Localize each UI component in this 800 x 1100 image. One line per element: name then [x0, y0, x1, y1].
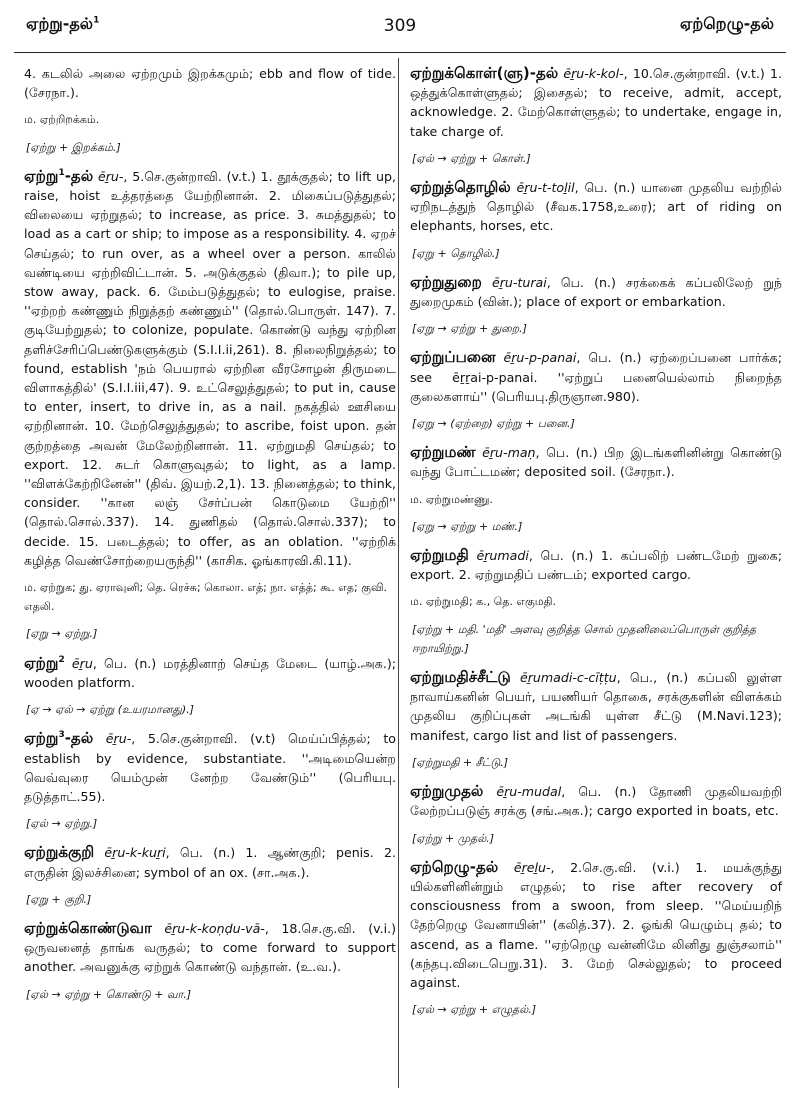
etymology: [ஏல் → ஏற்று + கொண்டு + வா.]: [26, 987, 192, 1001]
transliteration: ēṟu-: [97, 168, 124, 184]
transliteration: ēṟu-p-panai: [503, 350, 577, 366]
transliteration: ēṟumadi-c-cīṭṭu: [519, 670, 617, 686]
transliteration: ēṟu-turai: [491, 274, 547, 290]
transliteration: ēṟu-mudal: [496, 784, 562, 800]
dictionary-entry: [24, 843, 396, 881]
right-column: [410, 64, 782, 1029]
dictionary-entry: [410, 782, 782, 820]
right-running-head: ஏற்றெழு-தல்: [679, 14, 774, 33]
definition: , பெ. (n.) மரத்தினாற் செய்த மேடை (யாழ்.அக.); wooden platform.: [24, 655, 396, 690]
dictionary-entry: [410, 348, 782, 406]
transliteration: ēṟu: [71, 655, 93, 671]
headword: ஏற்றுக்கொண்டுவா: [24, 918, 152, 937]
etymology: [ஏறு → ஏற்று + துறை.]: [412, 322, 527, 336]
definition: , 5.செ.குன்றாவி. (v.t) மெய்ப்பித்தல்; to establish by evidence, substantiate. ''அடிமையென்ற வெவ்வுரை யெம்முன் னேற்ற வேண்டும்'' (பெரியபு. தடுத்தாட்.55).: [24, 731, 396, 804]
dictionary-entry: [410, 668, 782, 745]
transliteration: ēṟu-k-kol-: [563, 66, 624, 81]
transliteration: ēṟu-: [105, 731, 132, 747]
headword: ஏற்றுமதிச்சீட்டு: [410, 668, 511, 687]
page-header: [14, 10, 786, 40]
definition: , 10.செ.குன்றாவி. (v.t.) 1. ஒத்துக்கொள்ளுதல்; இசைதல்; to receive, admit, accept, acknowledge. 2. மேற்கொள்ளுதல்; to undertake, engage in, take charge of.: [410, 66, 782, 139]
dictionary-entry: [410, 546, 782, 584]
etymology: [ஏ → ஏல் → ஏற்று (உயரமானது).]: [26, 703, 194, 717]
dictionary-entry: [410, 858, 782, 992]
headword: ஏற்று$^1$-தல்: [24, 166, 94, 185]
dictionary-entry: [410, 273, 782, 311]
headword: ஏற்றுக்குறி: [24, 843, 95, 862]
dictionary-entry: [24, 729, 396, 806]
etymology: [ஏறு + குறி.]: [26, 892, 92, 906]
transliteration: ēṟeḻu-: [513, 859, 551, 875]
definition: , பெ. (n.) 1. ஆண்குறி; penis. 2. எருதின் இலச்சினை; symbol of an ox. (சா.அக.).: [24, 845, 396, 880]
etymology: [ஏற்றுமதி + சீட்டு.]: [412, 755, 509, 769]
headword: ஏற்றுப்பனை: [410, 348, 496, 367]
definition: , பெ. (n.) பிற இடங்களினின்று கொண்டு வந்து போட்டமண்; deposited soil. (சேரநா.).: [410, 445, 782, 480]
cognates: ம. ஏற்றுமண்ணு.: [410, 492, 493, 506]
dictionary-entry: [410, 64, 782, 141]
transliteration: ēṟu-maṇ: [482, 445, 536, 461]
headword: ஏற்றுமண்: [410, 443, 476, 462]
headword: ஏற்றெழு-தல்: [410, 857, 499, 876]
headword: ஏற்றுமுதல்: [410, 782, 484, 801]
definition: , 5.செ.குன்றாவி. (v.t.) 1. தூக்குதல்; to lift up, raise, hoist உத்தரத்தை யேற்றினான். 2. மிகைப்படுத்துதல்; விலையை ஏற்றுதல்; to increase, as price. 3. சுமத்துதல்; to load as a cart or ship; to impose as a responsibility. 4. ஏறச் செய்தல்; to run over, as a wheel over a person. காலில் வண்டியை ஏற்றிவிட்டான். 5. அடுக்குதல் (திவா.); to pile up, stow away, pack. 6. மேம்படுத்துதல்; to eulogise, praise. ''ஏற்றற் கண்ணும் நிறுத்தற் கண்ணும்'' (தொல்.பொருள். 147). 7. குடியேற்றுதல்; to colonize, populate. கொண்டு வந்து ஏற்றின தளிச்சேரிப்பெண்டுகளுக்கும் (S.I.I.ii,261). 8. நிலைநிறுத்தல்; to found, establish 'நம் பெயரால் ஏற்றின வீரசோழன் திருமடை விளாகத்தில்' (S.I.I.iii,47). 9. உட்செலுத்துதல்; to put in, cause to enter, insert, to drive in, as a nail. நகத்தில் ஊசியை ஏற்றினான். 10. மேற்செலுத்துதல்; to ascribe, foist upon. தன் குற்றத்தை அவன் மேலேற்றினான். 11. ஏற்றுமதி செய்தல்; to export. 12. சுடர் கொளுவுதல்; to light, as a lamp. ''விளக்கேற்றினேன்'' (திவ். இயற்.2,1). 13. நினைத்தல்; to think, consider. ''கான லஞ் சேர்ப்பன் கொடுமை யேற்றி'' (தொல்.சொல்.337). 14. துணிதல் (தொல்.சொல்.337); to decide. 15. படைத்தல்; to offer, as an oblation. ''ஏற்றிக் கழித்த வெண்சோற்றையருந்தி'' (காசிக. ஓங்காரவி.கி.11).: [24, 168, 396, 568]
headword: ஏற்றுதுறை: [410, 272, 482, 291]
etymology: [ஏற்று + இறக்கம்.]: [26, 140, 121, 154]
etymology: [ஏறு + தொழில்.]: [412, 246, 500, 260]
etymology: [ஏற்று + மதி. 'மதி' அளவு குறித்த சொல் முதனிலைப்பொருள் குறித்த ஈறாயிற்று.]: [412, 622, 757, 655]
transliteration: ēṟu-t-toḻil: [516, 180, 575, 196]
left-running-head: ஏற்று-தல்$^1$: [26, 14, 100, 33]
cognates: ம. ஏற்றுமதி; க., தெ. எகுமதி.: [410, 595, 557, 609]
left-column: [24, 64, 396, 1014]
dictionary-entry: [24, 167, 396, 570]
etymology: [ஏல் → ஏற்று + கொள்.]: [412, 151, 531, 165]
transliteration: ēṟumadi: [476, 548, 529, 564]
transliteration: ēṟu-k-kuṟi: [104, 845, 166, 861]
definition: , பெ. (n.) 1. கப்பலிற் பண்டமேற் றுகை; export. 2. ஏற்றுமதிப் பண்டம்; exported cargo.: [410, 548, 782, 583]
transliteration: ēṟu-k-koṇḍu-vā-: [164, 920, 265, 936]
definition: , பெ., (n.) கப்பலி லுள்ள நாவாய்கனின் பெயர், பயணியர் தொகை, சரக்குகளின் விளக்கம் முதலிய குறிப்புகள் அடங்கி யுள்ள சீட்டு (M.Navi.123); manifest, cargo list and list of passengers.: [410, 670, 782, 743]
definition: , பெ. (n.) யானை முதலிய வற்றில் ஏறிநடத்துந் தொழில் (சீவக.1758,உரை); art of riding on elephants, horses, etc.: [410, 180, 782, 234]
etymology: [ஏறு → ஏற்று.]: [26, 627, 98, 641]
cognates: ம. ஏற்றுக; து. ஏராவுனி; தெ. ரெச்சு; கொலா. எத்; நா. எத்த்; கூ. எத; குவி. எதலி.: [24, 581, 387, 614]
entry-continuation: 4. கடலில் அலை ஏற்றமும் இறக்கமும்; ebb and flow of tide. (சேரநா.).: [24, 66, 396, 101]
header-rule: [14, 52, 786, 53]
dictionary-entry: [410, 178, 782, 236]
etymology: [ஏல் → ஏற்று + எழுதல்.]: [412, 1003, 537, 1017]
dictionary-entry: [24, 919, 396, 977]
etymology: [ஏறு → (ஏற்றை) ஏற்று + பனை.]: [412, 417, 575, 431]
page-number: 309: [383, 16, 417, 36]
definition: , 2.செ.கு.வி. (v.i.) 1. மயக்குந்து யில்களினின்றும் எழுதல்; to rise after recovery of consciousness from a swoon, from sleep. ''மெய்யறிந் தேற்றெழு வேனாயின்'' (கலித்.37). 2. ஓங்கி யெழும்பு தல்; to ascend, as a flame. ''ஏற்றெழு வன்னிமே லினிது துஞ்சலாம்'' (கந்தபு.விடைபெறு.31). 3. மேற் செல்லுதல்; to proceed against.: [410, 859, 782, 990]
definition: , பெ. (n.) தோணி முதலியவற்றி லேற்றப்படுஞ் சரக்கு (சங்.அக.); cargo exported in boats, etc.: [410, 784, 782, 819]
dictionary-entry: [410, 443, 782, 481]
headword: ஏற்று$^2$: [24, 653, 65, 672]
etymology: [ஏறு → ஏற்று + மண்.]: [412, 519, 523, 533]
definition: , பெ. (n.) ஏற்றைப்பனை பார்க்க; see ēṟṟai-p-panai. ''ஏற்றுப் பனையெல்லாம் நிறைந்த குலைகளாய்'' (பெரியபு.திருஞான.980).: [410, 350, 782, 404]
definition: , பெ. (n.) சரக்கைக் கப்பலிலேற் றுந் துறைமுகம் (வின்.); place of export or embarkation.: [410, 274, 782, 310]
etymology: [ஏற்று + முதல்.]: [412, 831, 495, 845]
headword: ஏற்றுக்கொள்(ளு)-தல்: [410, 64, 559, 82]
column-divider: [398, 58, 399, 1088]
etymology: [ஏல் → ஏற்று.]: [26, 817, 98, 831]
headword: ஏற்று$^3$-தல்: [24, 729, 94, 748]
headword: ஏற்றுமதி: [410, 546, 469, 565]
headword: ஏற்றுத்தொழில்: [410, 178, 511, 197]
dictionary-entry: [24, 654, 396, 692]
definition: , 18.செ.கு.வி. (v.i.) ஒருவனைத் தாங்க வருதல்; to come forward to support another. அவனுக்கு ஏற்றுக் கொண்டு வந்தான். (உ.வ.).: [24, 920, 396, 975]
cognates: ம. ஏற்றிறக்கம்.: [24, 113, 100, 127]
